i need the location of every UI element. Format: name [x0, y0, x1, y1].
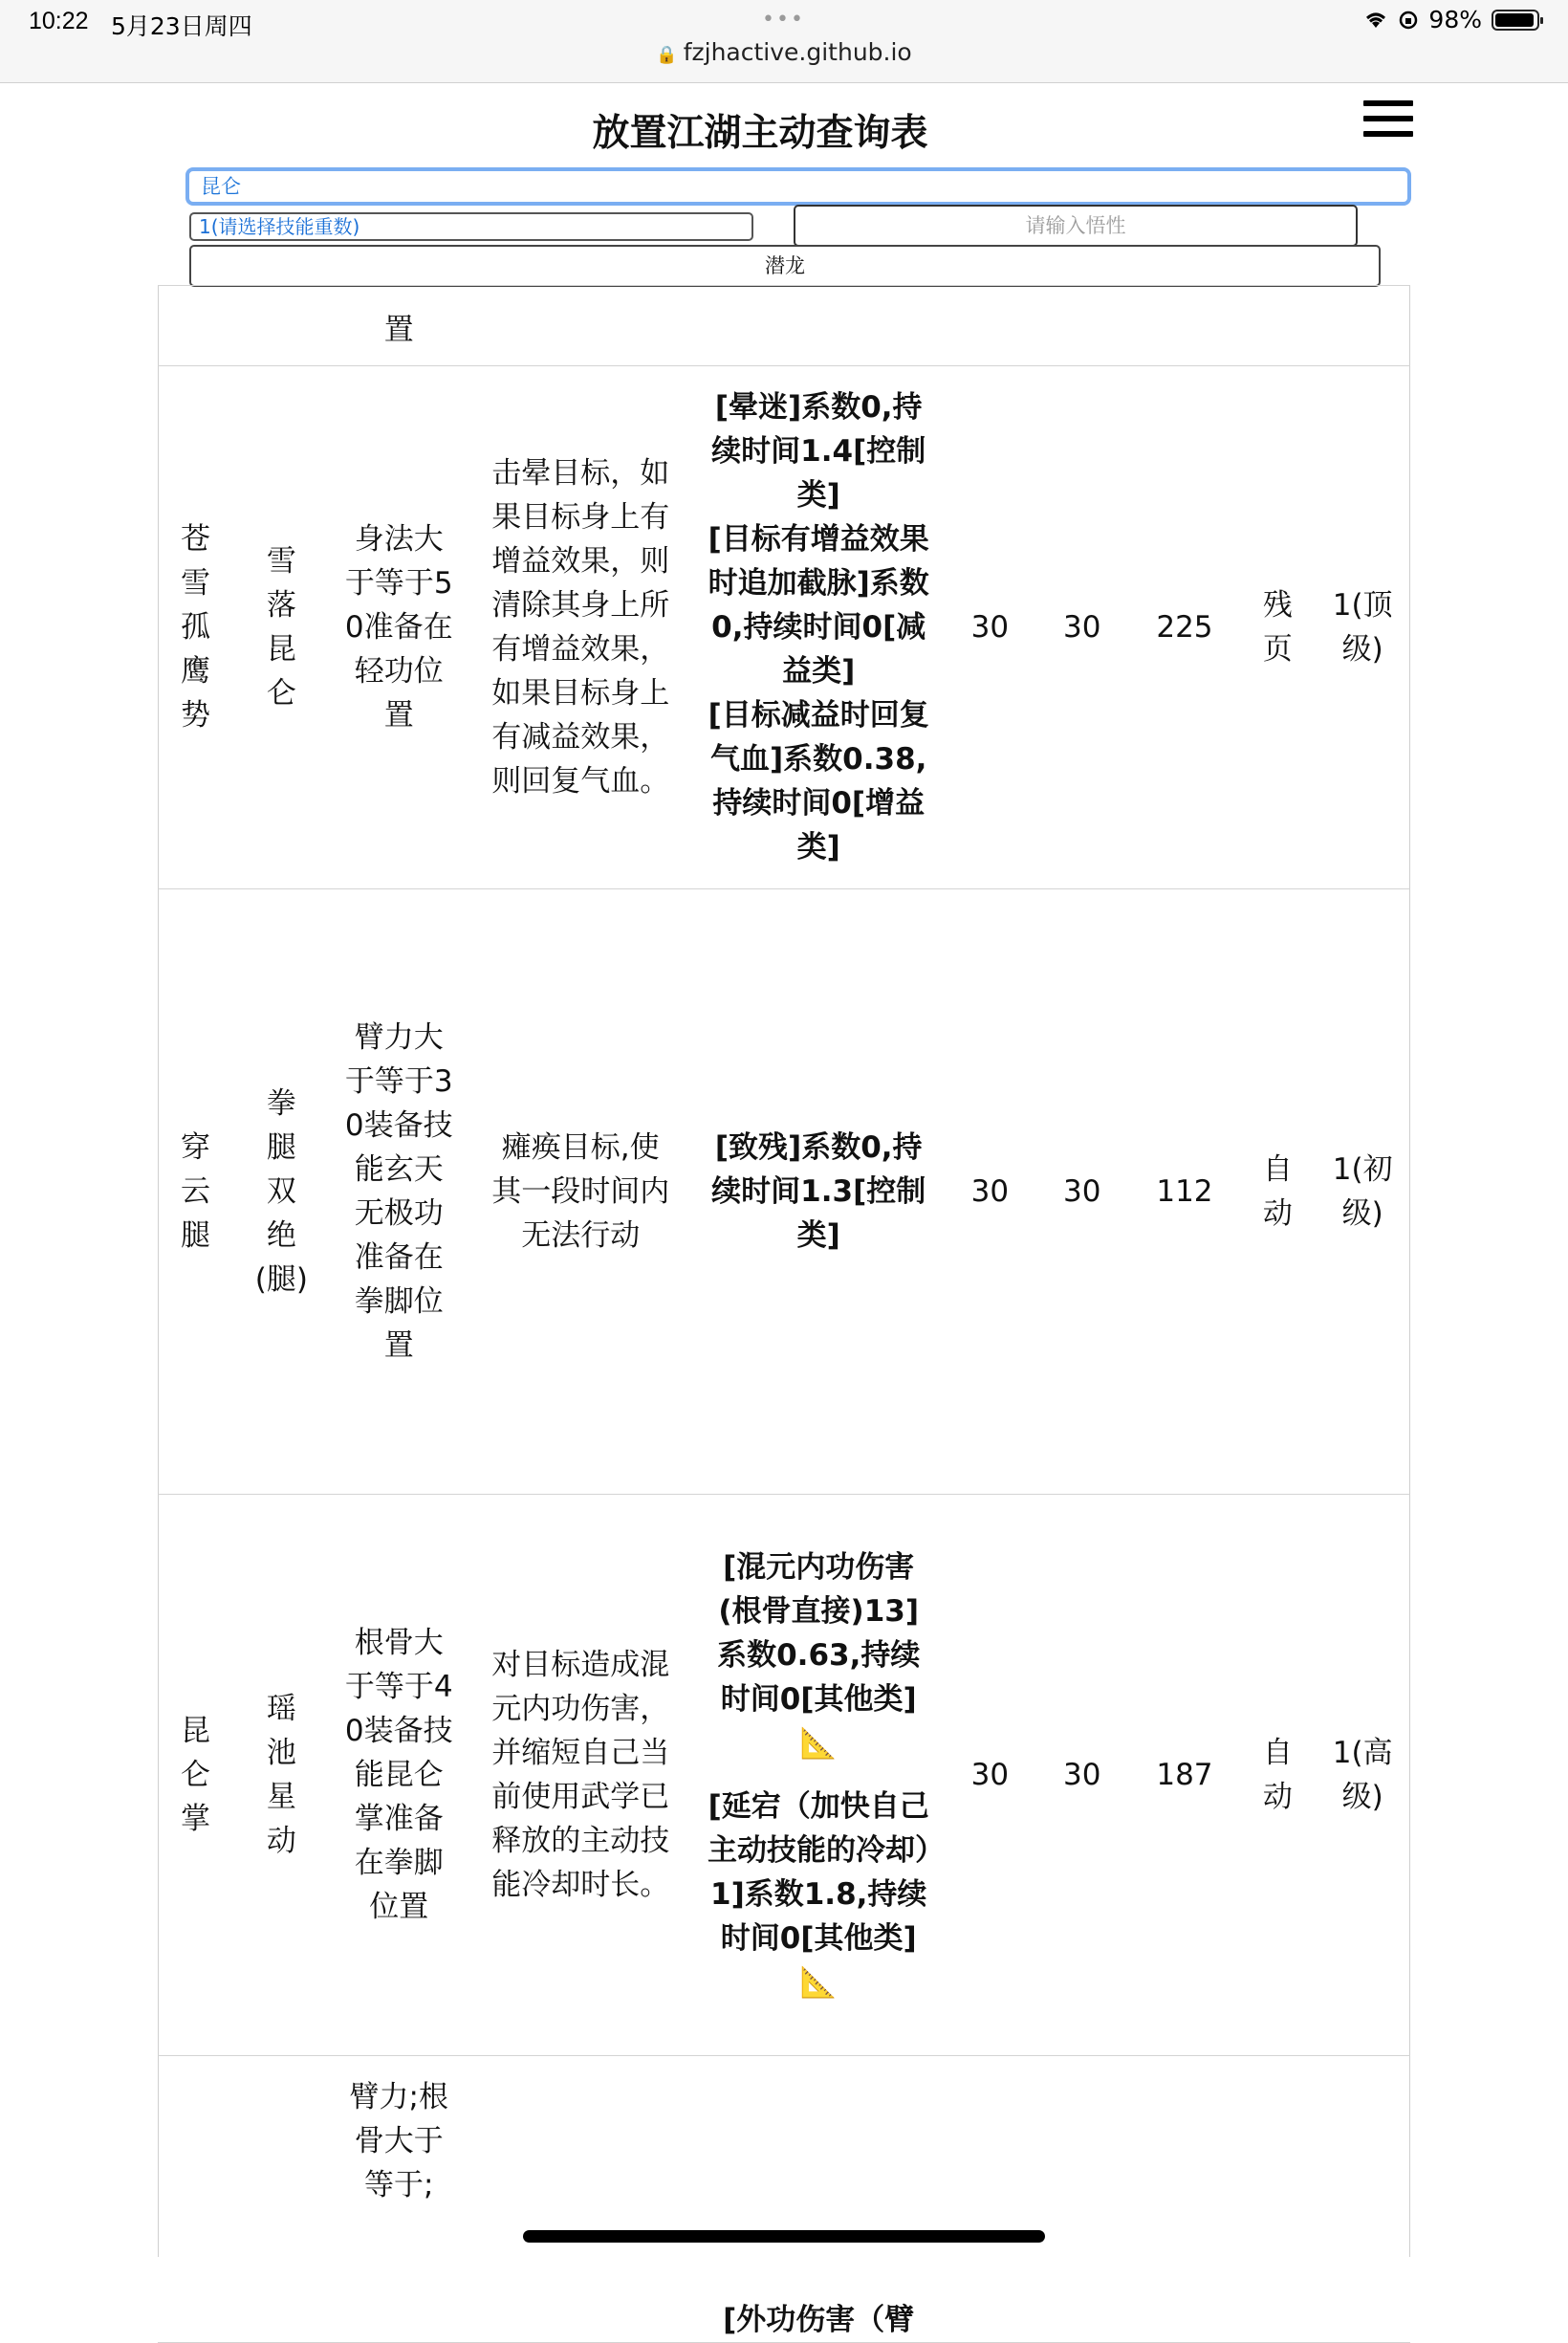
skill-table [158, 285, 1410, 2343]
skill-source: 残页 [1240, 366, 1315, 889]
skill-description: 对目标造成混元内功伤害，并缩短自己当前使用武学已释放的主动技能冷却时长。 [468, 1495, 693, 2056]
skill-name: 昆 仑 掌 [158, 1495, 233, 2056]
skill-grade: 1(高级) [1315, 1495, 1410, 2056]
status-date: 5月23日周四 [111, 12, 252, 40]
skill-effect: [致残]系数0,持续时间1.3[控制类] [693, 889, 945, 1495]
skill-school: 雪 落 昆 仑 [233, 366, 330, 889]
status-indicators [1363, 6, 1539, 33]
url-text: fzjhactive.github.io [683, 38, 912, 66]
battery-icon [1492, 10, 1539, 31]
level-select[interactable]: 潜龙 [189, 245, 1381, 287]
table-row [158, 1495, 1410, 2056]
skill-val3: 225 [1128, 366, 1240, 889]
skill-val2: 30 [1035, 889, 1128, 1495]
skill-school: 瑶 池 星 动 [233, 1495, 330, 2056]
page-title: 放置江湖主动查询表 [592, 112, 928, 155]
home-indicator[interactable] [523, 2230, 1045, 2243]
prev-row-requirement-tail: 置 [383, 313, 414, 347]
table-row [158, 366, 1410, 889]
orientation-lock-icon [1398, 10, 1419, 31]
skill-name: 苍 雪 孤 鹰 势 [158, 366, 233, 889]
table-row [158, 889, 1410, 1495]
skill-name: 穿 云 腿 [158, 889, 233, 1495]
lock-icon: 🔒 [656, 45, 678, 65]
battery-percent: 98% [1428, 6, 1482, 33]
skill-effect: [外功伤害（臂 [693, 2056, 945, 2343]
skill-table-scroll[interactable] [158, 285, 1410, 2337]
skill-val1: 30 [945, 366, 1035, 889]
skill-description: 击晕目标，如果目标身上有增益效果，则清除其身上所有增益效果，如果目标身上有减益效果，则回复气血。 [468, 366, 693, 889]
skill-source: 自动 [1240, 889, 1315, 1495]
skill-requirement: 身法大于等于50准备在轻功位置 [330, 366, 468, 889]
skill-requirement: 臂力大于等于30装备技能玄天无极功准备在拳脚位置 [330, 889, 468, 1495]
skill-val3: 112 [1128, 889, 1240, 1495]
skill-grade: 1(初级) [1315, 889, 1410, 1495]
skill-effect: [混元内功伤害(根骨直接)13]系数0.63,持续时间0[其他类]📐 [延宕（加快自己主动技能的冷却）1]系数1.8,持续时间0[其他类]📐 [693, 1495, 945, 2056]
skill-val1: 30 [945, 889, 1035, 1495]
school-input[interactable]: 昆仑 [185, 167, 1411, 206]
wifi-icon [1363, 11, 1388, 30]
skill-requirement: 臂力;根骨大于等于; [330, 2056, 468, 2343]
skill-val1: 30 [945, 1495, 1035, 2056]
browser-status-bar [0, 0, 1568, 83]
skill-description: 瘫痪目标,使其一段时间内无法行动 [468, 889, 693, 1495]
skill-val3: 187 [1128, 1495, 1240, 2056]
skill-school: 拳 腿 双 绝 (腿) [233, 889, 330, 1495]
skill-val2: 30 [1035, 1495, 1128, 2056]
skill-val2: 30 [1035, 366, 1128, 889]
skill-effect: [晕迷]系数0,持续时间1.4[控制类] [目标有增益效果时追加截脉]系数0,持续时间0[减益类] [目标减益时回复气血]系数0.38,持续时间0[增益类] [693, 366, 945, 889]
skill-grade: 1(顶级) [1315, 366, 1410, 889]
multitask-dots-icon[interactable]: ••• [762, 8, 805, 32]
url-bar[interactable] [0, 38, 1568, 66]
table-row [158, 2056, 1410, 2343]
skill-level-select[interactable]: 1(请选择技能重数) [189, 212, 753, 241]
table-row [158, 286, 1410, 366]
skill-requirement: 根骨大于等于40装备技能昆仑掌准备在拳脚位置 [330, 1495, 468, 2056]
hamburger-menu-icon[interactable] [1363, 100, 1413, 137]
status-time: 10:22 [29, 8, 89, 34]
skill-source: 自动 [1240, 1495, 1315, 2056]
wuxing-input[interactable]: 请输入悟性 [794, 205, 1358, 247]
